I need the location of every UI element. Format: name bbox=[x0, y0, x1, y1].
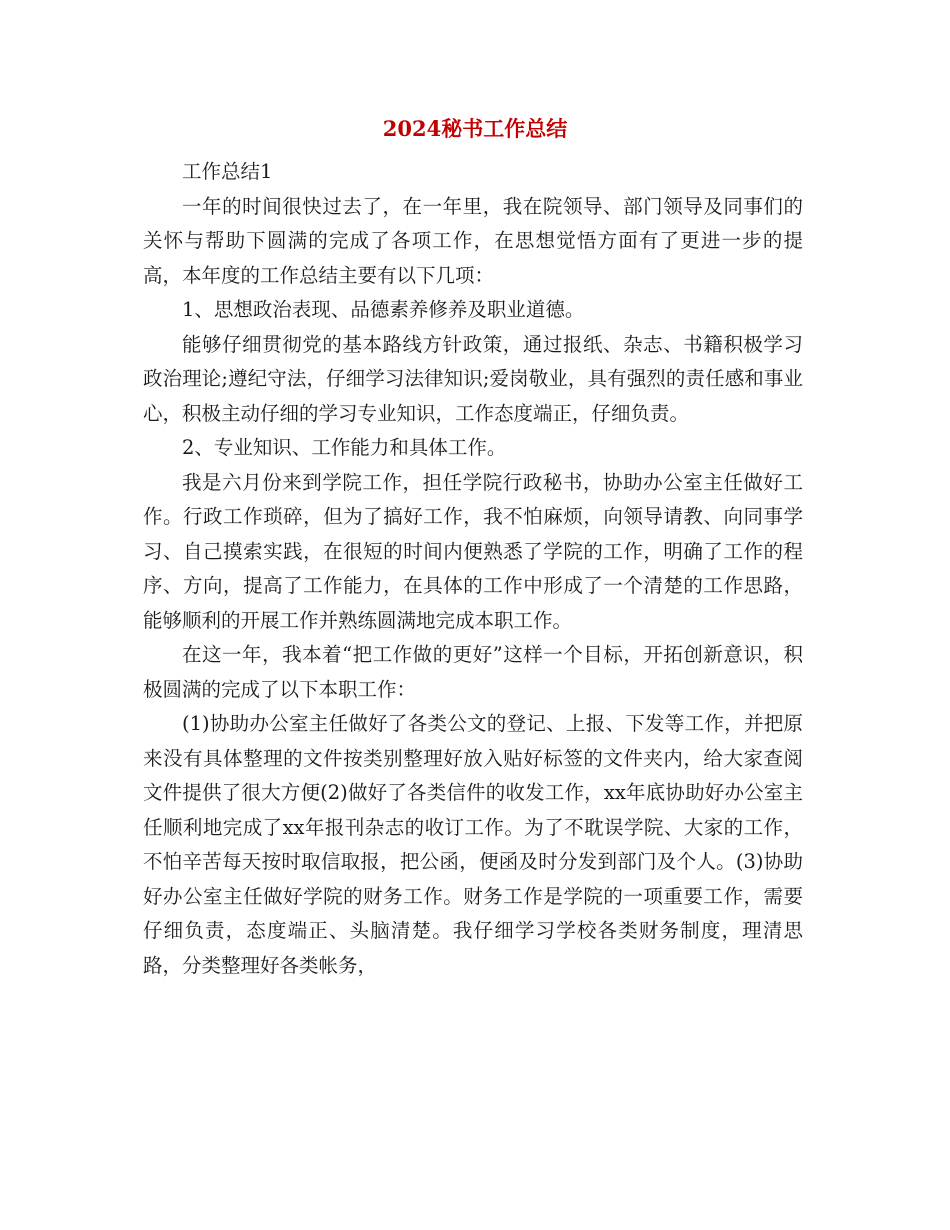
paragraph-politics: 能够仔细贯彻党的基本路线方针政策，通过报纸、杂志、书籍积极学习政治理论;遵纪守法，仔细学习法律知识;爱岗敬业，具有强烈的责任感和事业心，积极主动仔细的学习专业知识，工作态度端正，仔细负责。 bbox=[143, 332, 803, 425]
paragraph-intro: 一年的时间很快过去了，在一年里，我在院领导、部门领导及同事们的关怀与帮助下圆满的完成了各项工作，在思想觉悟方面有了更进一步的提高，本年度的工作总结主要有以下几项： bbox=[143, 194, 803, 287]
document-title: 2024秘书工作总结 bbox=[382, 116, 568, 141]
paragraph-work-ability: 我是六月份来到学院工作，担任学院行政秘书，协助办公室主任做好工作。行政工作琐碎，但为了搞好工作，我不怕麻烦，向领导请教、向同事学习、自己摸索实践，在很短的时间内便熟悉了学院的工作，明确了工作的程序、方向，提高了工作能力，在具体的工作中形成了一个清楚的工作思路，能够顺利的开展工作并熟练圆满地完成本职工作。 bbox=[143, 470, 803, 632]
document-body bbox=[143, 155, 803, 983]
paragraph-duties: (1)协助办公室主任做好了各类公文的登记、上报、下发等工作，并把原来没有具体整理的文件按类别整理好放入贴好标签的文件夹内，给大家查阅文件提供了很大方便(2)做好了各类信件的收发工作，xx年底协助好办公室主任顺利地完成了xx年报刊杂志的收订工作。为了不耽误学院、大家的工作，不怕辛苦每天按时取信取报，把公函，便函及时分发到部门及个人。(3)协助好办公室主任做好学院的财务工作。财务工作是学院的一项重要工作，需要仔细负责，态度端正、头脑清楚。我仔细学习学校各类财务制度，理清思路，分类整理好各类帐务， bbox=[143, 712, 803, 977]
paragraph-heading-1: 1、思想政治表现、品德素养修养及职业道德。 bbox=[182, 298, 585, 321]
paragraph-goal: 在这一年，我本着“把工作做的更好”这样一个目标，开拓创新意识，积极圆满的完成了以下本职工作： bbox=[143, 643, 803, 701]
paragraph-heading-2: 2、专业知识、工作能力和具体工作。 bbox=[182, 436, 507, 459]
section-title: 工作总结1 bbox=[182, 160, 273, 183]
